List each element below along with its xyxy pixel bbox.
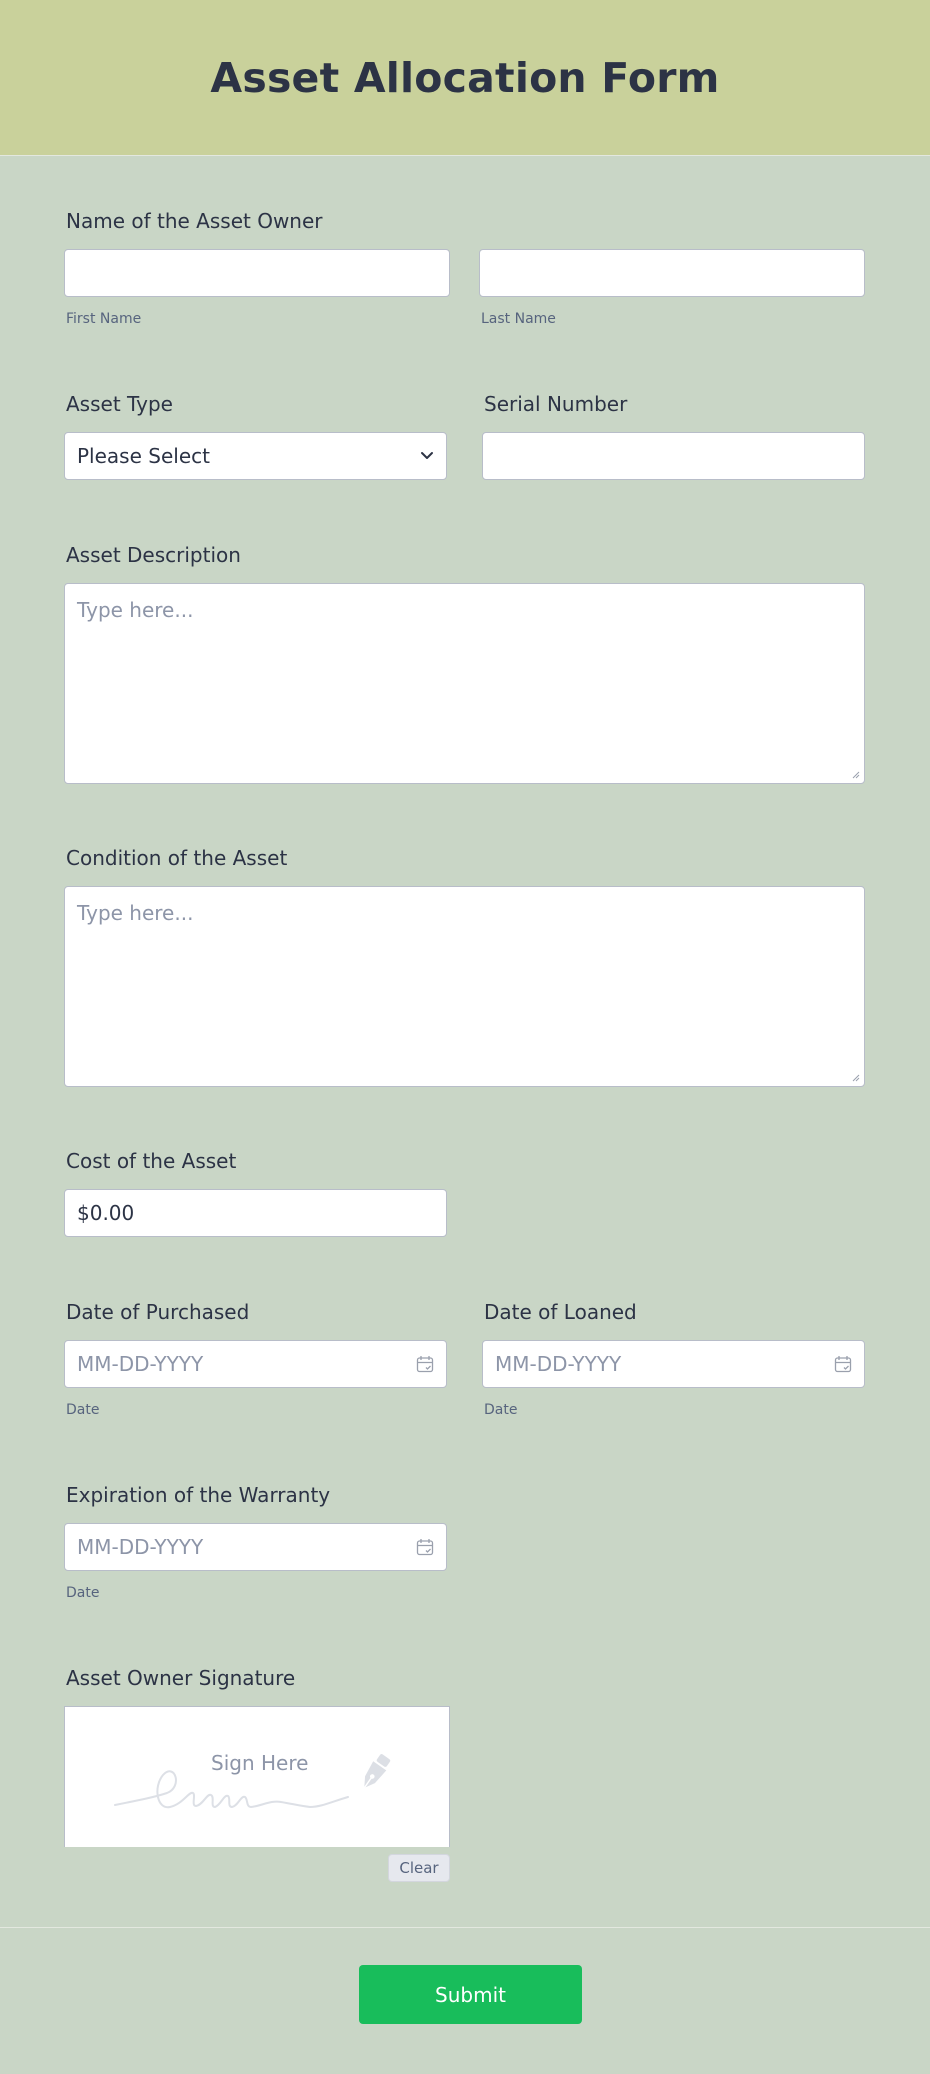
warranty-expiration-sublabel: Date: [66, 1585, 100, 1601]
date-purchased-placeholder: MM-DD-YYYY: [77, 1352, 204, 1376]
signature-pad[interactable]: [64, 1706, 450, 1847]
serial-number-label: Serial Number: [484, 392, 628, 416]
date-purchased-sublabel: Date: [66, 1402, 100, 1418]
date-loaned-input[interactable]: [482, 1340, 865, 1388]
calendar-icon[interactable]: [834, 1355, 852, 1373]
pen-icon: [351, 1751, 397, 1797]
signature-prompt: Sign Here: [211, 1751, 309, 1775]
calendar-icon[interactable]: [416, 1538, 434, 1556]
form-title: Asset Allocation Form: [210, 53, 720, 102]
cost-value: $0.00: [77, 1201, 135, 1225]
asset-type-select[interactable]: [64, 432, 447, 480]
asset-type-selected-value: Please Select: [77, 444, 210, 468]
clear-signature-button[interactable]: Clear: [388, 1854, 450, 1882]
warranty-expiration-label: Expiration of the Warranty: [66, 1483, 331, 1507]
form-header: [0, 0, 930, 156]
signature-label: Asset Owner Signature: [66, 1666, 296, 1690]
asset-description-textarea[interactable]: [64, 583, 865, 784]
first-name-sublabel: First Name: [66, 311, 142, 327]
last-name-input[interactable]: [479, 249, 865, 297]
condition-label: Condition of the Asset: [66, 846, 288, 870]
calendar-icon[interactable]: [416, 1355, 434, 1373]
chevron-down-icon: [420, 451, 434, 461]
owner-name-label: Name of the Asset Owner: [66, 209, 323, 233]
date-loaned-label: Date of Loaned: [484, 1300, 637, 1324]
cost-label: Cost of the Asset: [66, 1149, 237, 1173]
resize-grip-icon[interactable]: [852, 1074, 860, 1082]
asset-description-label: Asset Description: [66, 543, 241, 567]
warranty-expiration-input[interactable]: [64, 1523, 447, 1571]
date-purchased-input[interactable]: [64, 1340, 447, 1388]
resize-grip-icon[interactable]: [852, 771, 860, 779]
date-purchased-label: Date of Purchased: [66, 1300, 250, 1324]
warranty-expiration-placeholder: MM-DD-YYYY: [77, 1535, 204, 1559]
last-name-sublabel: Last Name: [481, 311, 556, 327]
asset-type-label: Asset Type: [66, 392, 173, 416]
first-name-input[interactable]: [64, 249, 450, 297]
serial-number-input[interactable]: [482, 432, 865, 480]
asset-description-placeholder: Type here...: [77, 598, 194, 622]
date-loaned-sublabel: Date: [484, 1402, 518, 1418]
cost-input[interactable]: [64, 1189, 447, 1237]
footer-divider: [0, 1927, 930, 1928]
condition-placeholder: Type here...: [77, 901, 194, 925]
form-body: [0, 156, 930, 2007]
submit-button[interactable]: Submit: [359, 1965, 582, 2024]
date-loaned-placeholder: MM-DD-YYYY: [495, 1352, 622, 1376]
condition-textarea[interactable]: [64, 886, 865, 1087]
